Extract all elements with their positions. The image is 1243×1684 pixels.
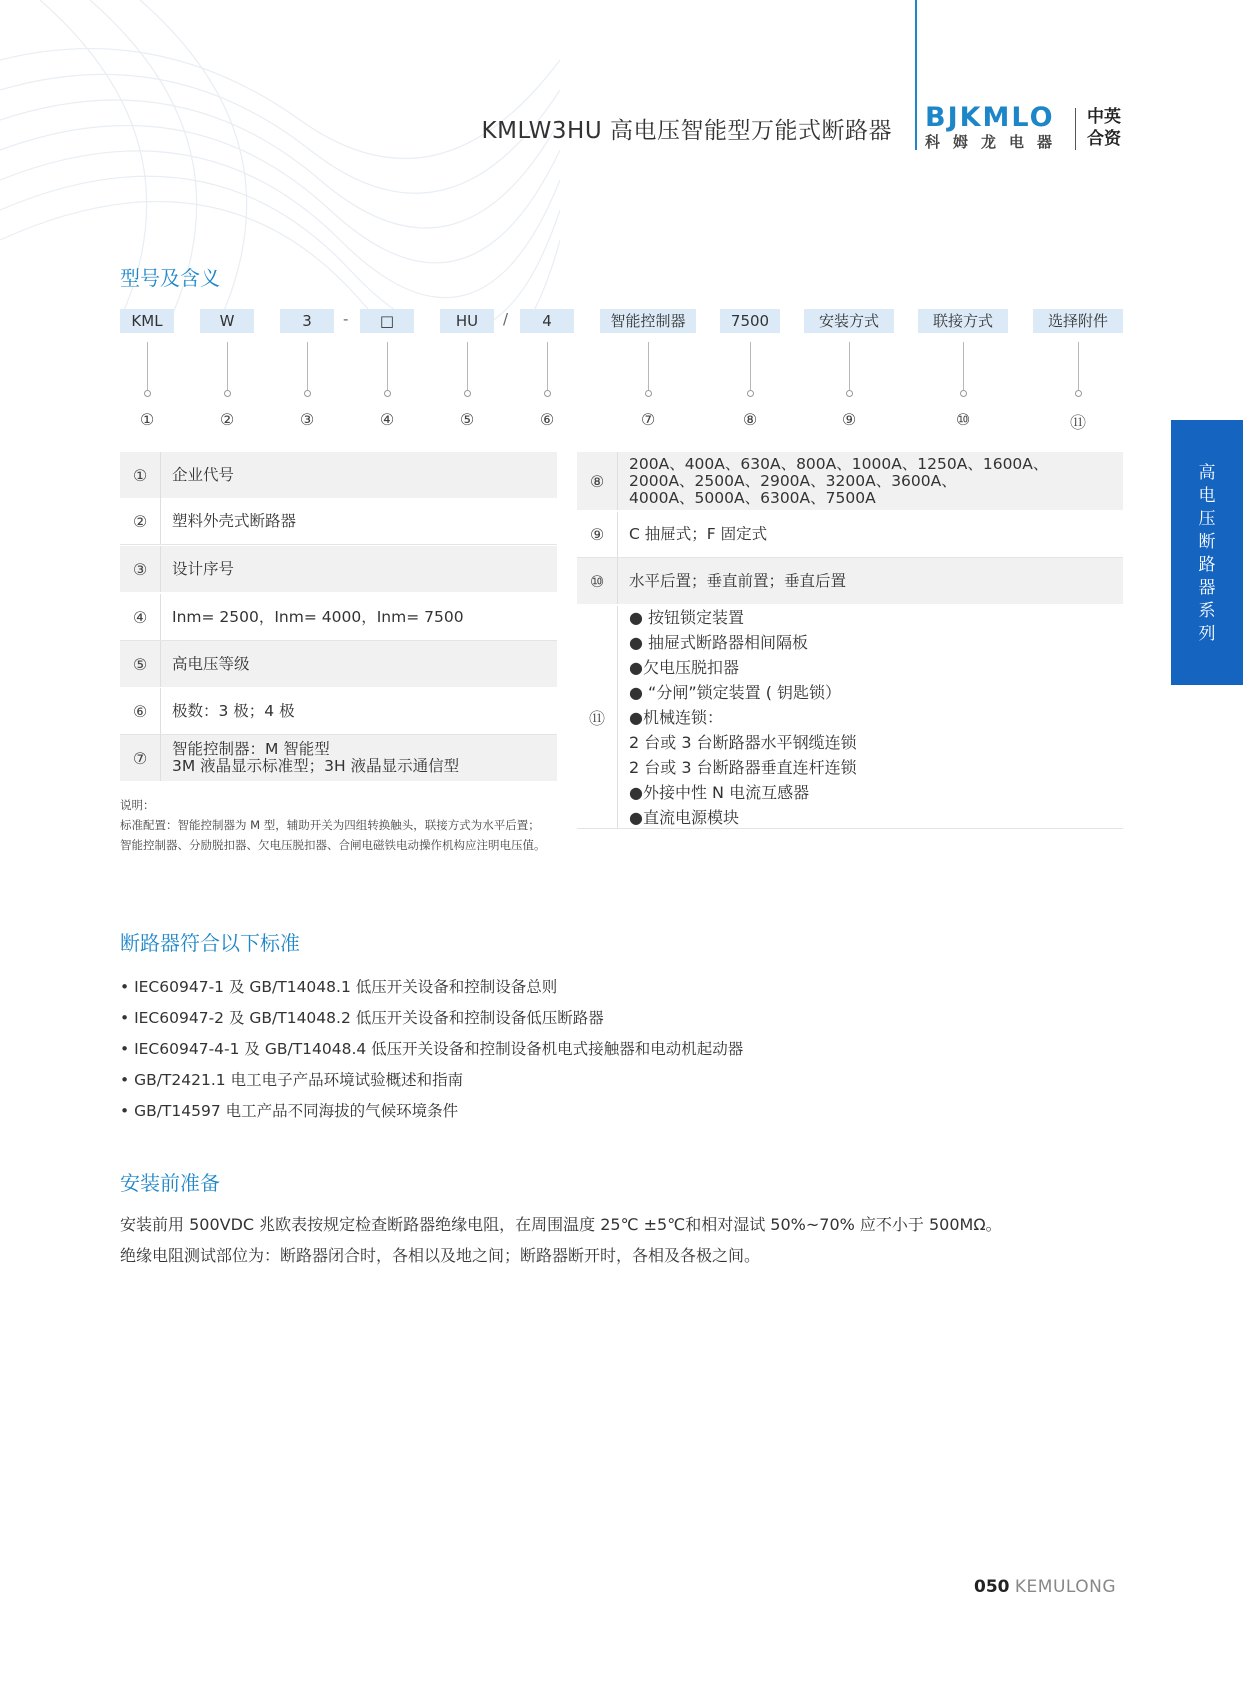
install-paragraph-line-1: 安装前用 500VDC 兆欧表按规定检查断路器绝缘电阻，在周围温度 25℃ ±5℃和相对湿试 50%~70% 应不小于 500MΩ。 xyxy=(120,1215,1002,1234)
table-row-number: ⑩ xyxy=(577,558,618,604)
model-code-number: ① xyxy=(139,410,155,429)
table-row-line: ● “分闸”锁定装置 ( 钥匙锁） xyxy=(629,682,842,702)
model-code-connector-dot xyxy=(960,390,967,397)
table-row-number: ② xyxy=(120,498,161,544)
table-row-line: 水平后置；垂直前置；垂直后置 xyxy=(629,571,847,590)
table-row xyxy=(120,594,557,641)
footer-brand: KEMULONG xyxy=(1014,1577,1117,1597)
note-label: 说明： xyxy=(120,798,155,812)
logo-divider xyxy=(1075,108,1076,150)
section-title-standards: 断路器符合以下标准 xyxy=(120,931,300,955)
note-block xyxy=(120,795,546,855)
model-code-connector-dot xyxy=(747,390,754,397)
table-row-number: ⑥ xyxy=(120,688,161,734)
model-code-connector xyxy=(227,342,228,390)
table-row-number: ⑦ xyxy=(120,735,161,781)
model-code-connector xyxy=(387,342,388,390)
model-code-10: 联接方式 xyxy=(918,309,1008,333)
table-row-line: 2000A、2500A、2900A、3200A、3600A、 xyxy=(629,471,957,490)
model-code-connector xyxy=(1078,342,1079,390)
model-code-connector-dot xyxy=(544,390,551,397)
table-row-line: 设计序号 xyxy=(172,559,235,578)
standard-item: • IEC60947-4-1 及 GB/T14048.4 低压开关设备和控制设备机电式接触器和电动机起动器 xyxy=(120,1040,744,1058)
table-row xyxy=(120,452,557,498)
model-code-number: ⑨ xyxy=(841,410,857,429)
logo-tagline-line2: 合资 xyxy=(1087,129,1121,149)
table-row-line: 2 台或 3 台断路器垂直连杆连锁 xyxy=(629,757,857,777)
table-row-number: ⑧ xyxy=(577,452,618,510)
table-row-number: ③ xyxy=(120,546,161,592)
table-row-number: ⑪ xyxy=(577,606,618,828)
brand-logo xyxy=(925,104,1065,151)
table-row-line: 塑料外壳式断路器 xyxy=(172,511,297,530)
model-code-separator: - xyxy=(343,310,349,328)
logo-tagline xyxy=(1087,106,1121,150)
table-row-line: 3M 液晶显示标准型；3H 液晶显示通信型 xyxy=(172,757,460,775)
table-row-line: 智能控制器：M 智能型 xyxy=(172,740,330,758)
model-code-number: ⑪ xyxy=(1069,413,1086,432)
table-row-text xyxy=(172,498,551,544)
note-line-1: 标准配置：智能控制器为 M 型，辅助开关为四组转换触头，联接方式为水平后置； xyxy=(120,818,540,832)
model-code-connector xyxy=(467,342,468,390)
table-row-text xyxy=(629,558,1117,604)
table-row xyxy=(120,688,557,735)
table-row-line: ●外接中性 N 电流互感器 xyxy=(629,782,810,802)
table-row-line: ●直流电源模块 xyxy=(629,807,739,827)
table-row xyxy=(577,606,1123,829)
table-row xyxy=(120,498,557,545)
note-line-2: 智能控制器、分励脱扣器、欠电压脱扣器、合闸电磁铁电动操作机构应注明电压值。 xyxy=(120,838,546,852)
table-row-number: ④ xyxy=(120,594,161,640)
model-code-connector xyxy=(849,342,850,390)
logo-tagline-line1: 中英 xyxy=(1087,107,1121,127)
table-row-line: ●欠电压脱扣器 xyxy=(629,657,739,677)
model-code-connector xyxy=(147,342,148,390)
table-row-text xyxy=(172,452,551,498)
table-row-line: 高电压等级 xyxy=(172,654,250,673)
side-category-tab[interactable] xyxy=(1171,420,1243,685)
install-paragraph-line-2: 绝缘电阻测试部位为：断路器闭合时，各相以及地之间；断路器断开时，各相及各极之间。 xyxy=(120,1246,761,1265)
page-footer xyxy=(974,1577,1116,1597)
model-code-7: 智能控制器 xyxy=(600,309,696,333)
standard-item: • GB/T2421.1 电工电子产品环境试验概述和指南 xyxy=(120,1071,464,1089)
table-row-line: ●机械连锁： xyxy=(629,707,723,727)
standard-item: • IEC60947-1 及 GB/T14048.1 低压开关设备和控制设备总则 xyxy=(120,978,558,996)
table-row-text xyxy=(172,641,551,687)
model-code-1: KML xyxy=(120,309,174,333)
document-title: KMLW3HU 高电压智能型万能式断路器 xyxy=(481,118,892,144)
side-tab-label: 高电压断路器系列 xyxy=(1198,463,1216,644)
model-code-number: ③ xyxy=(299,410,315,429)
table-row-text xyxy=(629,606,1117,828)
model-code-number: ⑥ xyxy=(539,410,555,429)
model-code-11: 选择附件 xyxy=(1033,309,1123,333)
model-code-connector-dot xyxy=(846,390,853,397)
model-code-connector xyxy=(648,342,649,390)
model-code-connector-dot xyxy=(144,390,151,397)
model-code-number: ⑧ xyxy=(742,410,758,429)
model-code-number: ⑦ xyxy=(640,410,656,429)
table-row-line: 200A、400A、630A、800A、1000A、1250A、1600A、 xyxy=(629,454,1049,473)
model-code-separator: / xyxy=(503,310,509,328)
model-code-8: 7500 xyxy=(720,309,780,333)
model-code-4: □ xyxy=(360,309,414,333)
table-row xyxy=(577,512,1123,558)
table-row xyxy=(120,546,557,592)
table-row xyxy=(577,452,1123,510)
table-row-number: ① xyxy=(120,452,161,498)
model-code-connector-dot xyxy=(224,390,231,397)
model-code-number: ⑩ xyxy=(955,410,971,429)
table-row-text xyxy=(172,688,551,734)
model-code-connector-dot xyxy=(304,390,311,397)
table-row xyxy=(120,641,557,687)
standard-item: • GB/T14597 电工产品不同海拔的气候环境条件 xyxy=(120,1102,459,1120)
table-row-line: C 抽屉式；F 固定式 xyxy=(629,525,768,543)
model-code-3: 3 xyxy=(280,309,334,333)
table-row-text xyxy=(172,546,551,592)
table-row-number: ⑤ xyxy=(120,641,161,687)
table-row-line: ● 抽屉式断路器相间隔板 xyxy=(629,632,809,652)
table-row-line: 企业代号 xyxy=(172,465,235,484)
table-row xyxy=(120,735,557,781)
model-code-2: W xyxy=(200,309,254,333)
model-code-5: HU xyxy=(440,309,494,333)
table-row xyxy=(577,558,1123,604)
model-code-connector xyxy=(307,342,308,390)
model-code-number: ④ xyxy=(379,410,395,429)
table-row-text xyxy=(172,735,551,781)
logo-wordmark: BJKMLO xyxy=(925,102,1055,133)
table-row-line: 极数：3 极；4 极 xyxy=(172,701,295,720)
table-row-line: 2 台或 3 台断路器水平钢缆连锁 xyxy=(629,732,857,752)
logo-chinese-name: 科姆龙电器 xyxy=(925,133,1066,151)
standard-item: • IEC60947-2 及 GB/T14048.2 低压开关设备和控制设备低压断路器 xyxy=(120,1009,604,1027)
model-code-9: 安装方式 xyxy=(804,309,894,333)
model-code-connector-dot xyxy=(384,390,391,397)
model-code-connector-dot xyxy=(645,390,652,397)
model-code-number: ② xyxy=(219,410,235,429)
section-title-install: 安装前准备 xyxy=(120,1171,220,1195)
section-title-model: 型号及含义 xyxy=(120,266,220,290)
table-row-line: ● 按钮锁定装置 xyxy=(629,607,745,627)
model-code-connector xyxy=(750,342,751,390)
page-number: 050 xyxy=(974,1577,1010,1597)
model-code-number: ⑤ xyxy=(459,410,475,429)
table-row-text xyxy=(629,512,1117,557)
table-row-number: ⑨ xyxy=(577,512,618,557)
table-row-line: 4000A、5000A、6300A、7500A xyxy=(629,488,876,507)
model-code-6: 4 xyxy=(520,309,574,333)
table-row-text xyxy=(172,594,551,640)
model-code-connector-dot xyxy=(1075,390,1082,397)
model-code-connector-dot xyxy=(464,390,471,397)
header-accent-line xyxy=(915,0,917,150)
background-wave-pattern xyxy=(0,0,560,320)
table-row-text xyxy=(629,452,1117,510)
model-code-connector xyxy=(547,342,548,390)
model-code-connector xyxy=(963,342,964,390)
table-row-line: Inm= 2500，Inm= 4000，Inm= 7500 xyxy=(172,607,464,626)
